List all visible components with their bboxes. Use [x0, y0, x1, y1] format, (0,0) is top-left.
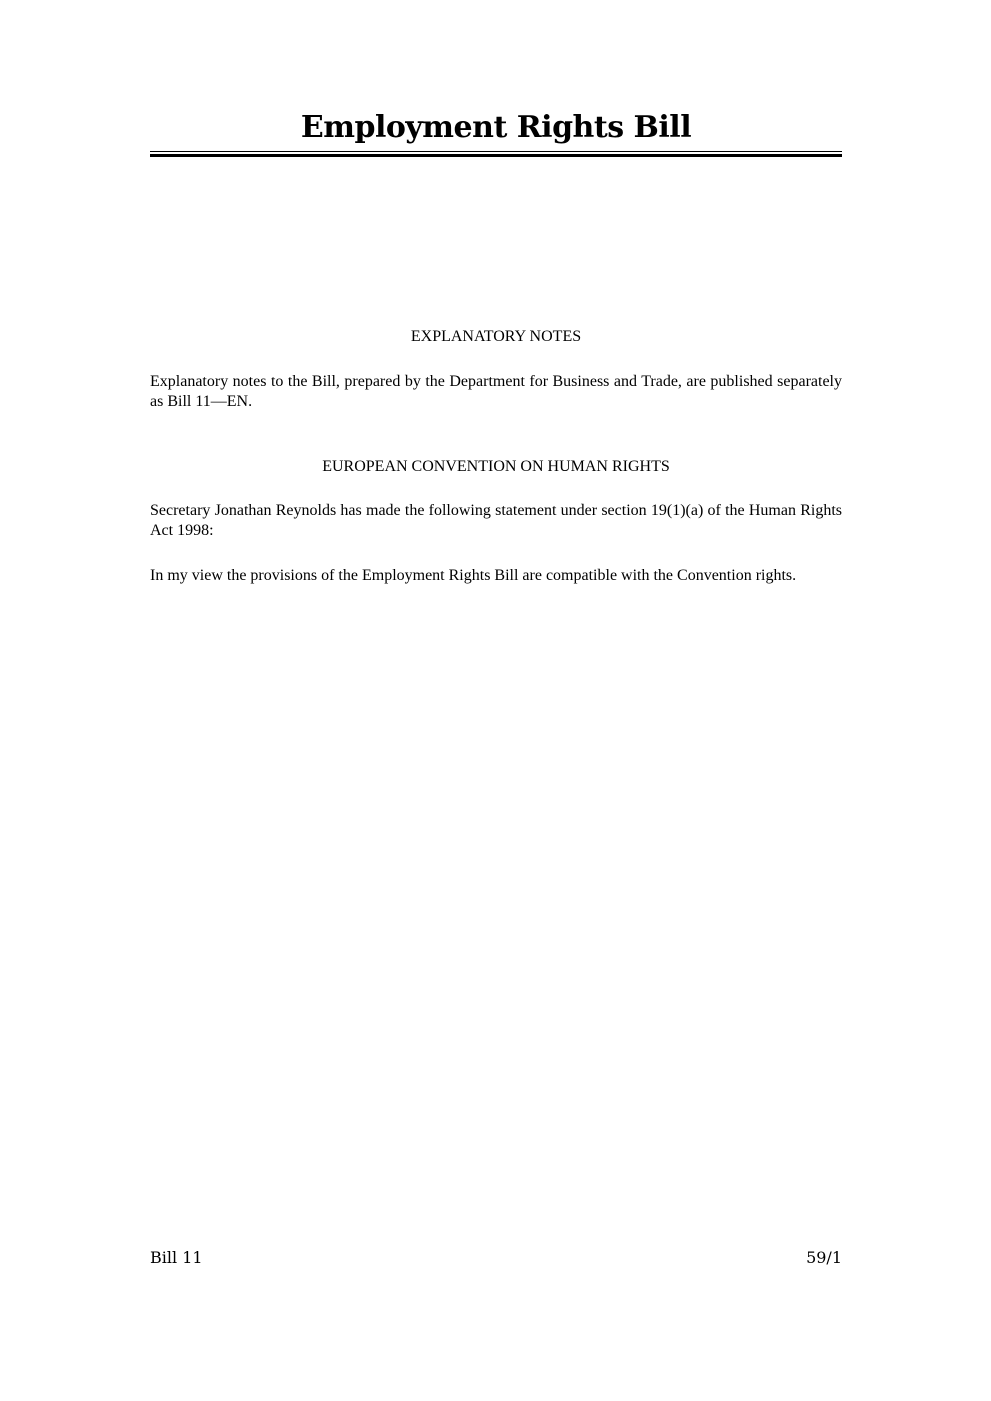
- title-rule-thin: [150, 151, 842, 152]
- title-rule-thick: [150, 154, 842, 157]
- echr-statement-intro: Secretary Jonathan Reynolds has made the following statement under section 19(1)(a) of the Human Rights Act 1998:: [150, 502, 842, 539]
- document-title: Employment Rights Bill: [300, 110, 692, 145]
- footer-reference: 59/1: [806, 1248, 842, 1267]
- explanatory-notes-heading: EXPLANATORY NOTES: [410, 328, 582, 345]
- explanatory-notes-text: Explanatory notes to the Bill, prepared by the Department for Business and Trade, are published separately as Bill 11—EN.: [150, 373, 842, 410]
- echr-statement: In my view the provisions of the Employment Rights Bill are compatible with the Convention rights.: [150, 567, 797, 584]
- footer-bill-number: Bill 11: [150, 1248, 203, 1267]
- echr-heading: EUROPEAN CONVENTION ON HUMAN RIGHTS: [322, 458, 670, 475]
